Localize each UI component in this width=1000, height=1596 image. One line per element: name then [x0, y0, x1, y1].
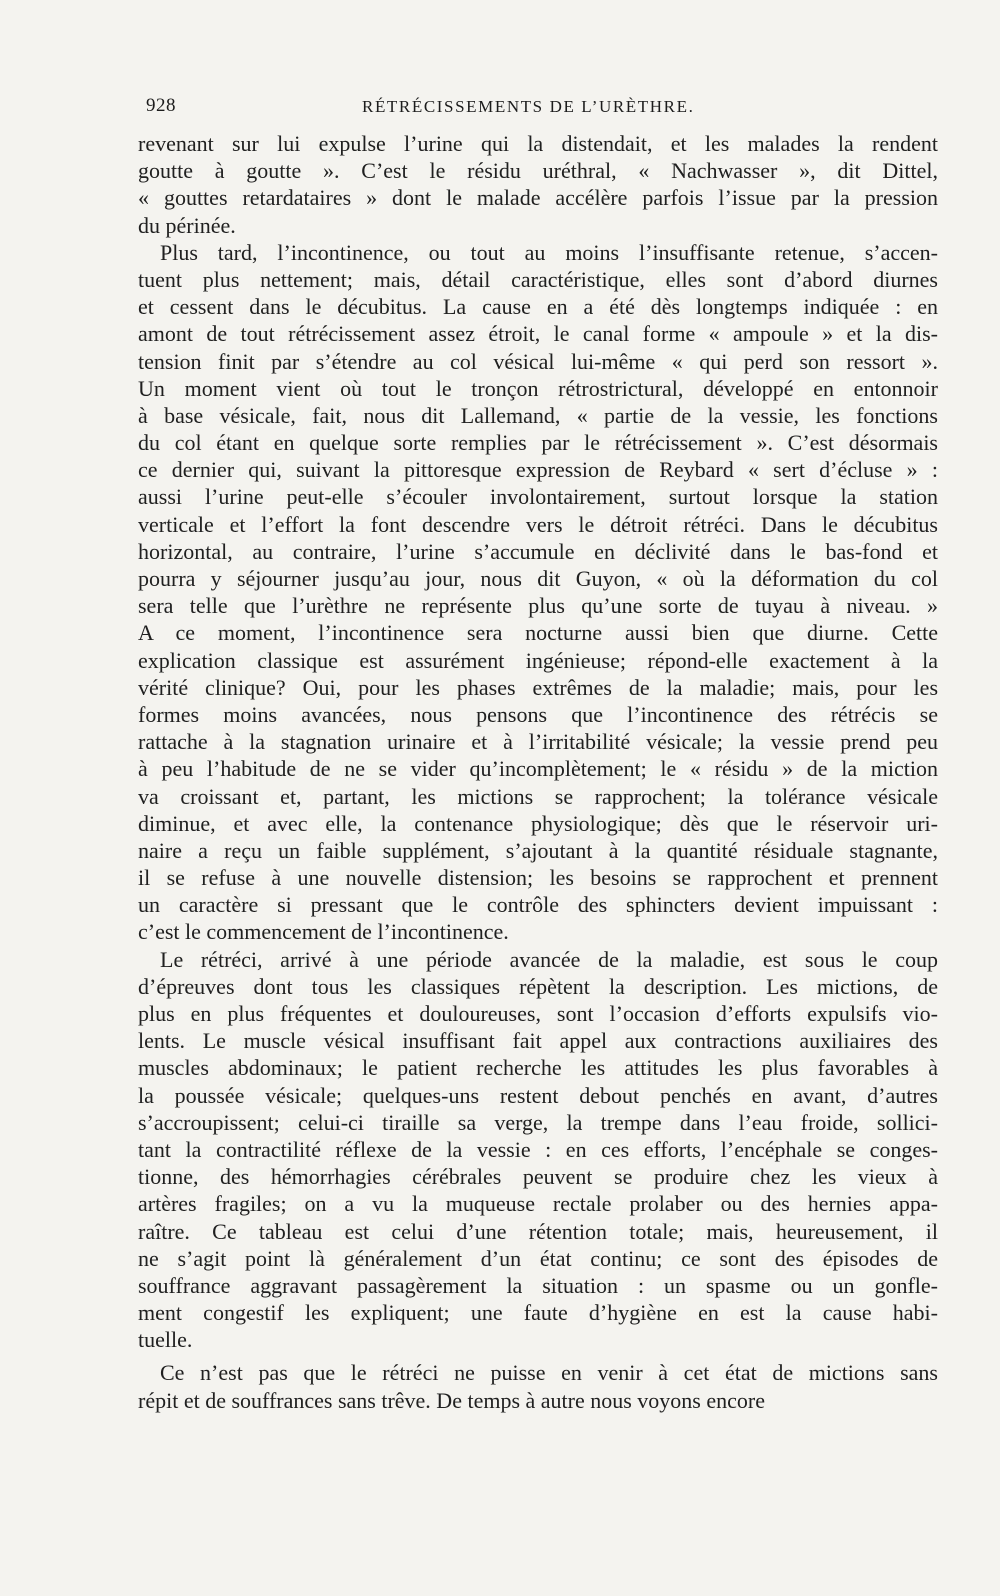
text-line: ment congestif les expliquent; une faute d’hygiène en est la cause habi- — [138, 1300, 938, 1326]
text-line: rattache à la stagnation urinaire et à l’irritabilité vésicale; la vessie prend peu — [138, 729, 938, 755]
text-line: tension finit par s’étendre au col vésical lui-même « qui perd son ressort ». — [138, 348, 938, 374]
text-line: vérité clinique? Oui, pour les phases extrêmes de la maladie; mais, pour les — [138, 674, 938, 700]
text-line: pourra y séjourner jusqu’au jour, nous dit Guyon, « où la déformation du col — [138, 566, 938, 591]
text-line: à peu l’habitude de ne se vider qu’incomplètement; le « résidu » de la miction — [138, 756, 938, 782]
text-line: tionne, des hémorrhagies cérébrales peuvent se produire chez les vieux à — [138, 1164, 938, 1190]
text-line: du col étant en quelque sorte remplies par le rétrécissement ». C’est désormais — [138, 430, 938, 456]
text-line: il se refuse à une nouvelle distension; les besoins se rapprochent et prennent — [138, 865, 938, 891]
text-line: sera telle que l’urèthre ne représente plus qu’une sorte de tuyau à niveau. » — [138, 593, 938, 619]
text-line: goutte à goutte ». C’est le résidu uréthral, « Nachwasser », dit Dittel, — [138, 158, 938, 184]
text-line: horizontal, au contraire, l’urine s’accumule en déclivité dans le bas-fond et — [138, 538, 938, 564]
text-line: s’accroupissent; celui-ci tiraille sa verge, la trempe dans l’eau froide, sollici- — [138, 1109, 938, 1135]
text-line: tuent plus nettement; mais, détail caractéristique, elles sont d’abord diurnes — [138, 266, 938, 292]
text-line: explication classique est assurément ingénieuse; répond-elle exactement à la — [138, 647, 938, 673]
text-line: ce dernier qui, suivant la pittoresque expression de Reybard « sert d’écluse » : — [138, 457, 938, 483]
text-line: raître. Ce tableau est celui d’une rétention totale; mais, heureusement, il — [138, 1218, 938, 1244]
text-line: Un moment vient où tout le tronçon rétrostrictural, développé en entonnoir — [138, 375, 938, 401]
text-line: revenant sur lui expulse l’urine qui la distendait, et les malades la rendent — [138, 131, 938, 156]
text-line: tant la contractilité réflexe de la vessie : en ces efforts, l’encéphale se conges- — [138, 1136, 938, 1162]
text-line: tuelle. — [138, 1327, 193, 1353]
text-line: répit et de souffrances sans trêve. De temps à autre nous voyons encore — [138, 1387, 765, 1413]
text-line: lents. Le muscle vésical insuffisant fait appel aux contractions auxiliaires des — [138, 1028, 938, 1054]
text-line: d’épreuves dont tous les classiques répètent la description. Les mictions, de — [138, 973, 938, 999]
text-line: Plus tard, l’incontinence, ou tout au moins l’insuffisante retenue, s’accen- — [160, 239, 938, 265]
text-line: amont de tout rétrécissement assez étroit, le canal forme « ampoule » et la dis- — [138, 321, 938, 347]
text-line: « gouttes retardataires » dont le malade accélère parfois l’issue par la pression — [138, 185, 938, 211]
text-line: Le rétréci, arrivé à une période avancée de la maladie, est sous le coup — [160, 946, 938, 972]
running-head: RÉTRÉCISSEMENTS DE L’URÈTHRE. — [362, 97, 695, 116]
text-line: à base vésicale, fait, nous dit Lallemand, « partie de la vessie, les fonctions — [138, 402, 938, 428]
text-line: artères fragiles; on a vu la muqueuse rectale prolaber ou des hernies appa- — [138, 1191, 938, 1217]
text-line: la poussée vésicale; quelques-uns restent debout penchés en avant, d’autres — [138, 1082, 938, 1108]
body-text — [138, 130, 938, 1414]
paragraph — [138, 130, 938, 239]
text-line: A ce moment, l’incontinence sera nocturne aussi bien que diurne. Cette — [138, 620, 938, 646]
text-line: et cessent dans le décubitus. La cause en a été dès longtemps indiquée : en — [138, 294, 938, 320]
text-line: va croissant et, partant, les mictions se rapprochent; la tolérance vésicale — [138, 783, 938, 809]
paragraph — [138, 239, 938, 946]
text-line: aussi l’urine peut-elle s’écouler involontairement, surtout lorsque la station — [138, 484, 938, 510]
paragraph — [138, 946, 938, 1354]
text-line: c’est le commencement de l’incontinence. — [138, 919, 509, 945]
text-line: verticale et l’effort la font descendre vers le détroit rétréci. Dans le décubitus — [138, 511, 938, 537]
page-number: 928 — [146, 95, 176, 116]
text-line: ne s’agit point là généralement d’un état continu; ce sont des épisodes de — [138, 1245, 938, 1271]
text-line: diminue, et avec elle, la contenance physiologique; dès que le réservoir uri- — [138, 810, 938, 836]
text-line: plus en plus fréquentes et douloureuses, sont l’occasion d’efforts expulsifs vio- — [138, 1001, 938, 1026]
text-line: souffrance aggravant passagèrement la situation : un spasme ou un gonfle- — [138, 1272, 938, 1298]
text-line: muscles abdominaux; le patient recherche les attitudes les plus favorables à — [138, 1055, 938, 1081]
page-header — [140, 95, 940, 125]
text-line: du périnée. — [138, 212, 236, 238]
text-line: un caractère si pressant que le contrôle des sphincters devient impuissant : — [138, 892, 938, 918]
text-line: naire a reçu un faible supplément, s’ajoutant à la quantité résiduale stagnante, — [138, 837, 938, 863]
paragraph — [138, 1359, 938, 1413]
text-line: Ce n’est pas que le rétréci ne puisse en venir à cet état de mictions sans — [160, 1360, 938, 1386]
text-line: formes moins avancées, nous pensons que l’incontinence des rétrécis se — [138, 701, 938, 727]
